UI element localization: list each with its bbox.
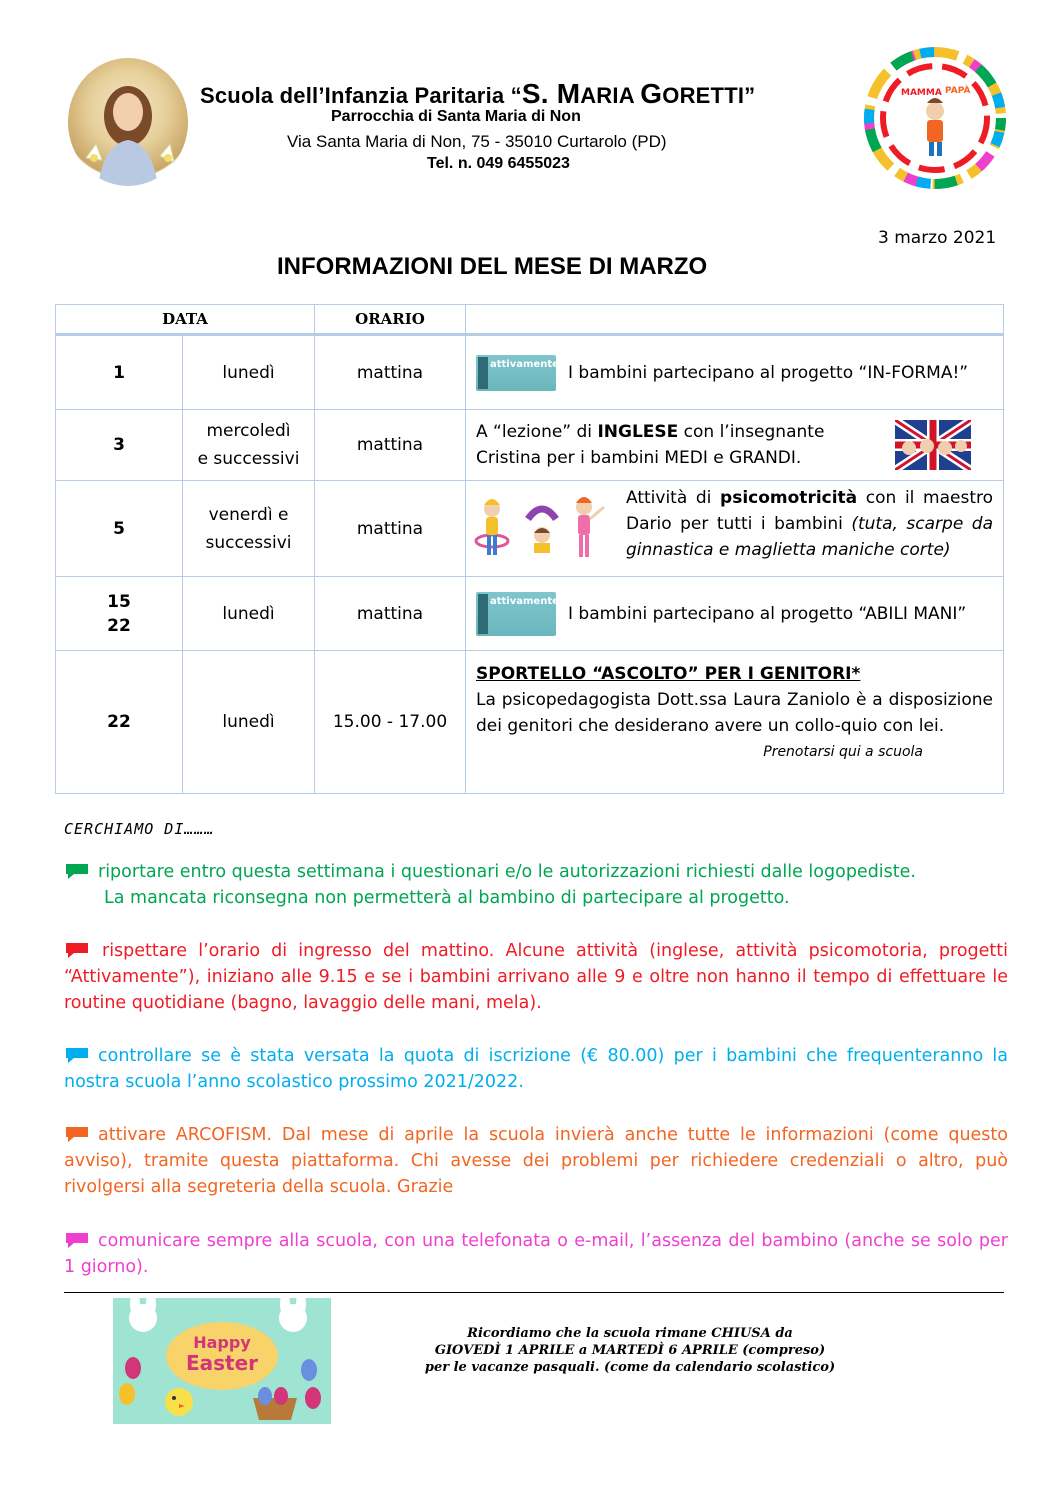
row-text: I bambini partecipano al progetto “IN-FORMA!” bbox=[568, 362, 969, 383]
closure-notice: Ricordiamo che la scuola rimane CHIUSA da GIOVEDÌ 1 APRILE a MARTEDÌ 6 APRILE (compreso) per le vacanze pasquali. (come da calendario scolastico) bbox=[424, 1326, 836, 1375]
row-description: A “lezione” di INGLESE con l’insegnante Cristina per i bambini MEDI e GRANDI. bbox=[466, 410, 1004, 481]
school-phone: Tel. n. 049 6455023 bbox=[427, 155, 570, 172]
row-description bbox=[466, 481, 1004, 577]
logo-word-papa: PAPÀ bbox=[945, 86, 971, 96]
booking-note: Prenotarsi qui a scuola bbox=[763, 744, 923, 760]
sportello-heading: SPORTELLO “ASCOLTO” PER I GENITORI* bbox=[476, 664, 861, 684]
header-data: DATA bbox=[56, 305, 315, 335]
row-time: mattina bbox=[315, 577, 466, 651]
list-item: controllare se è stata versata la quota di iscrizione (€ 80.00) per i bambini che frequenteranno la nostra scuola l’anno scolastico prossimo 2021/2022. bbox=[64, 1046, 1008, 1092]
school-logo bbox=[853, 43, 1018, 193]
attivamente-thumbnail: attivamente bbox=[476, 355, 556, 391]
list-item: rispettare l’orario di ingresso del mattino. Alcune attività (inglese, attività psicomotoria, progetti “Attivamente”), iniziano alle 9.15 e se i bambini arrivano alle 9 e oltre non hanno il tempo di effettuare le routine quotidiane (bagno, lavaggio delle mani, mela). bbox=[64, 941, 1008, 1013]
list-item: comunicare sempre alla scuola, con una telefonata o e-mail, l’assenza del bambino (anche se solo per 1 giorno). bbox=[64, 1231, 1008, 1277]
school-name: Scuola dell’Infanzia Paritaria “S. MARIA GORETTI” bbox=[200, 78, 756, 109]
row-time: 15.00 - 17.00 bbox=[315, 651, 466, 794]
header-blank bbox=[466, 305, 1004, 335]
uk-flag-image bbox=[895, 420, 971, 470]
logo-word-mamma: MAMMA bbox=[901, 88, 942, 98]
header-orario: ORARIO bbox=[315, 305, 466, 335]
row-time: mattina bbox=[315, 481, 466, 577]
row-day: lunedì bbox=[183, 577, 315, 651]
table-row bbox=[56, 410, 1004, 481]
row-date-number: 15 22 bbox=[56, 577, 183, 651]
kids-exercising-image bbox=[472, 489, 610, 567]
row-date-number: 22 bbox=[56, 651, 183, 794]
table-row bbox=[56, 651, 1004, 794]
attivamente-thumbnail: attivamente bbox=[476, 592, 556, 636]
row-time: mattina bbox=[315, 410, 466, 481]
row-text: La psicopedagogista Dott.ssa Laura Zaniolo è a disposizione dei genitori che desiderano avere un collo-quio con lei. bbox=[476, 690, 993, 736]
row-day: lunedì bbox=[183, 335, 315, 410]
footer-divider bbox=[64, 1292, 1004, 1293]
row-date-number: 1 bbox=[56, 335, 183, 410]
row-day: lunedì bbox=[183, 651, 315, 794]
document-date: 3 marzo 2021 bbox=[878, 228, 997, 248]
row-time: mattina bbox=[315, 335, 466, 410]
speech-bubble-icon bbox=[64, 862, 90, 880]
row-date-number: 5 bbox=[56, 481, 183, 577]
school-address: Via Santa Maria di Non, 75 - 35010 Curtarolo (PD) bbox=[287, 132, 667, 151]
school-saint-portrait bbox=[68, 58, 188, 186]
page-title: INFORMAZIONI DEL MESE DI MARZO bbox=[277, 253, 708, 280]
row-text: Attività di psicomotricità con il maestro Dario per tutti i bambini (tuta, scarpe da ginnastica e maglietta maniche corte) bbox=[626, 488, 994, 560]
row-day: venerdì e successivi bbox=[183, 481, 315, 577]
list-item: attivare ARCOFISM. Dal mese di aprile la scuola invierà anche tutte le informazioni (come questo avviso), tramite questa piattaforma. Chi avesse dei problemi per richiedere credenziali o altro, può rivolgersi alla segreteria della scuola. Grazie bbox=[64, 1125, 1008, 1197]
table-row bbox=[56, 577, 1004, 651]
row-description bbox=[466, 577, 1004, 651]
row-description bbox=[466, 335, 1004, 410]
easter-word-easter: Easter bbox=[185, 1351, 259, 1375]
speech-bubble-icon bbox=[64, 941, 90, 959]
cerchiamo-label: CERCHIAMO DI……… bbox=[64, 820, 215, 838]
table-row bbox=[56, 481, 1004, 577]
speech-bubble-icon bbox=[64, 1125, 90, 1143]
speech-bubble-icon bbox=[64, 1231, 90, 1249]
row-date-number: 3 bbox=[56, 410, 183, 481]
easter-word-happy: Happy bbox=[193, 1333, 251, 1352]
parish-name: Parrocchia di Santa Maria di Non bbox=[331, 108, 581, 125]
table-row bbox=[56, 335, 1004, 410]
row-description bbox=[466, 651, 1004, 794]
row-text: I bambini partecipano al progetto “ABILI MANI” bbox=[568, 603, 967, 624]
list-item: riportare entro questa settimana i questionari e/o le autorizzazioni richiesti dalle logopediste. La mancata riconsegna non permetterà al bambino di partecipare al progetto. bbox=[64, 859, 1008, 911]
schedule-table bbox=[55, 304, 1004, 794]
speech-bubble-icon bbox=[64, 1046, 90, 1064]
table-header-row bbox=[56, 305, 1004, 335]
row-day: mercoledì e successivi bbox=[183, 410, 315, 481]
happy-easter-image bbox=[113, 1298, 331, 1424]
